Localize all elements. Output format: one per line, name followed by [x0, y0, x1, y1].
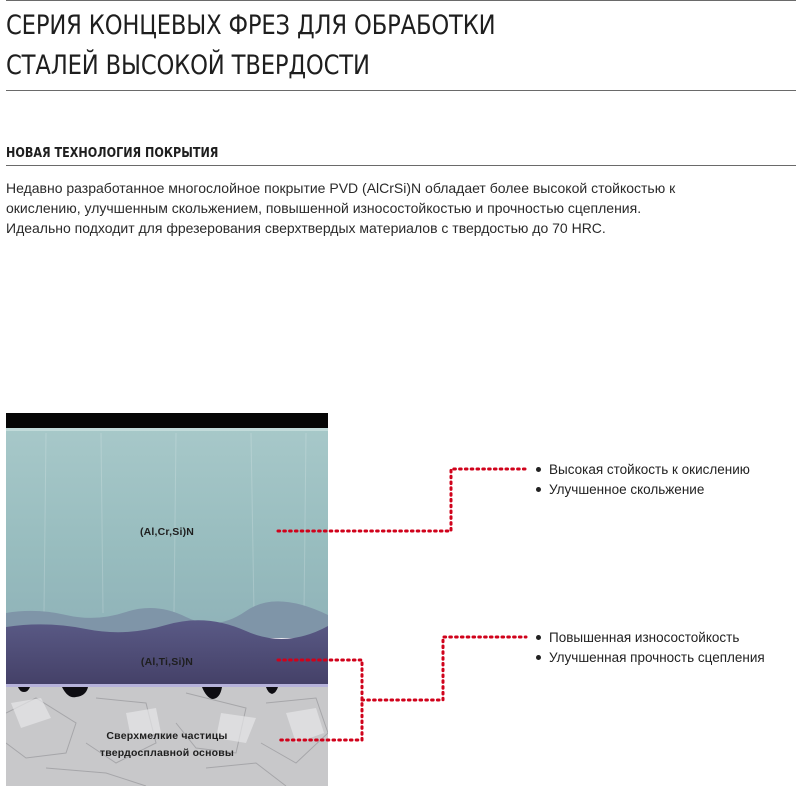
description-line: Недавно разработанное многослойное покрытие PVD (AlCrSi)N обладает более высокой стойкостью к: [6, 180, 676, 196]
section-heading: НОВАЯ ТЕХНОЛОГИЯ ПОКРЫТИЯ: [6, 146, 219, 161]
title-divider: [6, 90, 796, 91]
description-line: окислению, улучшенным скольжением, повышенной износостойкостью и прочностью сцепления.: [6, 200, 642, 216]
substrate-label-line-2: твердосплавной основы: [99, 747, 235, 759]
substrate-label-line-1: Сверхмелкие частицы: [106, 730, 228, 742]
feature-item: Повышенная износостойкость: [534, 628, 765, 648]
feature-list-oxidation: [534, 460, 750, 500]
feature-item: Улучшенное скольжение: [534, 480, 750, 500]
description-line: Идеально подходит для фрезерования сверхтвердых материалов с твердостью до 70 HRC.: [6, 220, 606, 236]
section-divider: [6, 165, 796, 166]
feature-item: Улучшенная прочность сцепления: [534, 648, 765, 668]
title-line-2: СТАЛЕЙ ВЫСОКОЙ ТВЕРДОСТИ: [6, 50, 370, 81]
feature-list-wear: [534, 628, 765, 668]
surface-band: [6, 413, 328, 429]
feature-item: Высокая стойкость к окислению: [534, 460, 750, 480]
connector-bottom: [362, 637, 526, 700]
layer-label-alcrsin: (Al,Cr,Si)N: [139, 526, 195, 538]
description-paragraph: [6, 178, 796, 238]
page-title: [6, 6, 495, 86]
coating-micrograph: [6, 413, 328, 786]
title-line-1: СЕРИЯ КОНЦЕВЫХ ФРЕЗ ДЛЯ ОБРАБОТКИ: [6, 10, 496, 41]
top-rule: [6, 0, 796, 1]
layer-label-altisin: (Al,Ti,Si)N: [140, 656, 194, 668]
